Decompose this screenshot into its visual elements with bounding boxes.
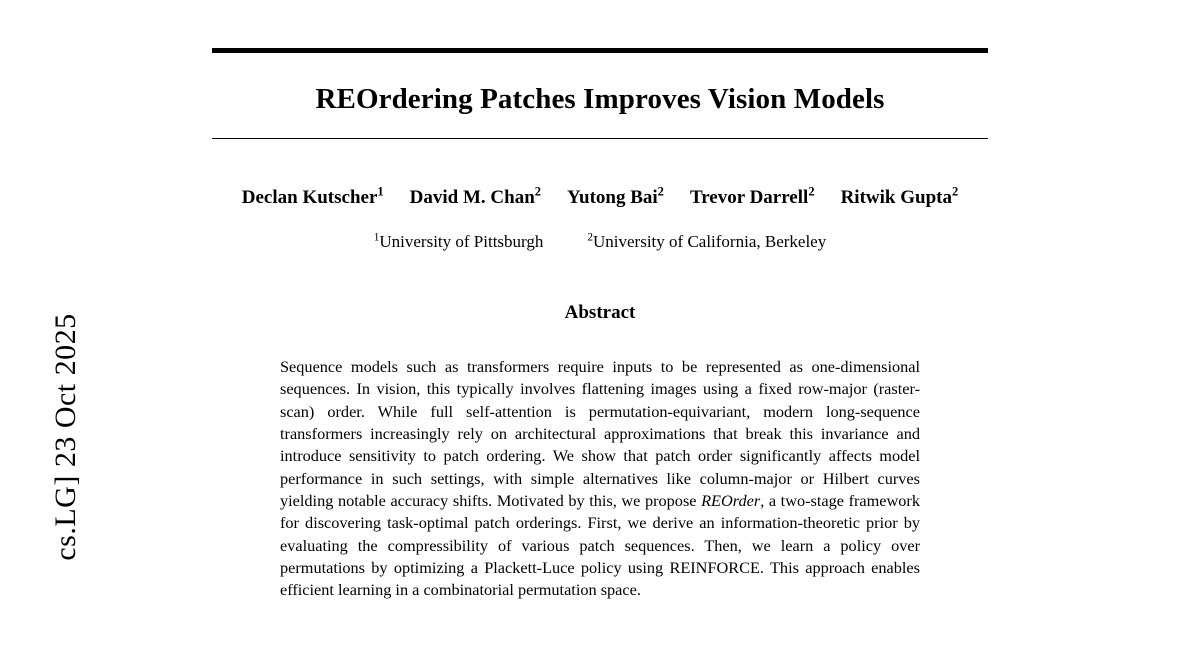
affiliation-name: University of Pittsburgh [379, 232, 544, 251]
author-entry [409, 184, 542, 209]
author-affiliation-mark: 2 [534, 184, 542, 199]
affiliation-list [212, 232, 988, 252]
page-title: REOrdering Patches Improves Vision Models [315, 83, 885, 115]
abstract-method-name: REOrder [701, 490, 761, 510]
abstract-text-part-2: , a two-stage framework for discovering task-optimal patch orderings. First, we derive an information-theoretic prior by evaluating the compressibility of various patch sequences. Then, we learn a policy over permutations by optimizing a Plackett-Luce policy using REINFORCE. This approach enables efficient learning in a combinatorial permutation space. [280, 490, 920, 600]
abstract-body [280, 356, 920, 601]
affiliation-entry [374, 232, 544, 252]
author-entry [567, 184, 664, 209]
author-name: Yutong Bai [567, 187, 658, 208]
author-entry [241, 184, 384, 209]
author-affiliation-mark: 1 [377, 184, 384, 199]
author-affiliation-mark: 2 [657, 184, 664, 199]
affiliation-name: University of California, Berkeley [593, 232, 827, 251]
author-list [212, 184, 988, 209]
author-affiliation-mark: 2 [808, 184, 815, 199]
author-affiliation-mark: 2 [951, 184, 959, 199]
paper-page [212, 0, 988, 648]
author-entry [689, 184, 815, 209]
affiliation-mark: 1 [373, 231, 380, 244]
author-entry [840, 184, 959, 209]
title-top-rule [212, 48, 988, 53]
affiliation-entry [587, 232, 826, 252]
arxiv-identifier-stamp: cs.LG] 23 Oct 2025 [49, 313, 82, 561]
author-name: Declan Kutscher [241, 187, 378, 208]
author-name: Ritwik Gupta [840, 187, 952, 208]
title-bottom-rule [212, 138, 988, 139]
abstract-heading: Abstract [564, 302, 636, 323]
abstract-text-part-1: Sequence models such as transformers require inputs to be represented as one-dimensional sequences. In vision, this typically involves flattening images using a fixed row-major (raster-scan) order. While full self-attention is permutation-equivariant, modern long-sequence transformers increasingly rely on architectural approximations that break this invariance and introduce sensitivity to patch ordering. We show that patch order significantly affects model performance in such settings, with simple alternatives like column-major or Hilbert curves yielding notable accuracy shifts. Motivated by this, we propose [280, 357, 920, 510]
affiliation-mark: 2 [587, 231, 594, 244]
author-name: David M. Chan [409, 187, 535, 208]
author-name: Trevor Darrell [689, 187, 809, 208]
